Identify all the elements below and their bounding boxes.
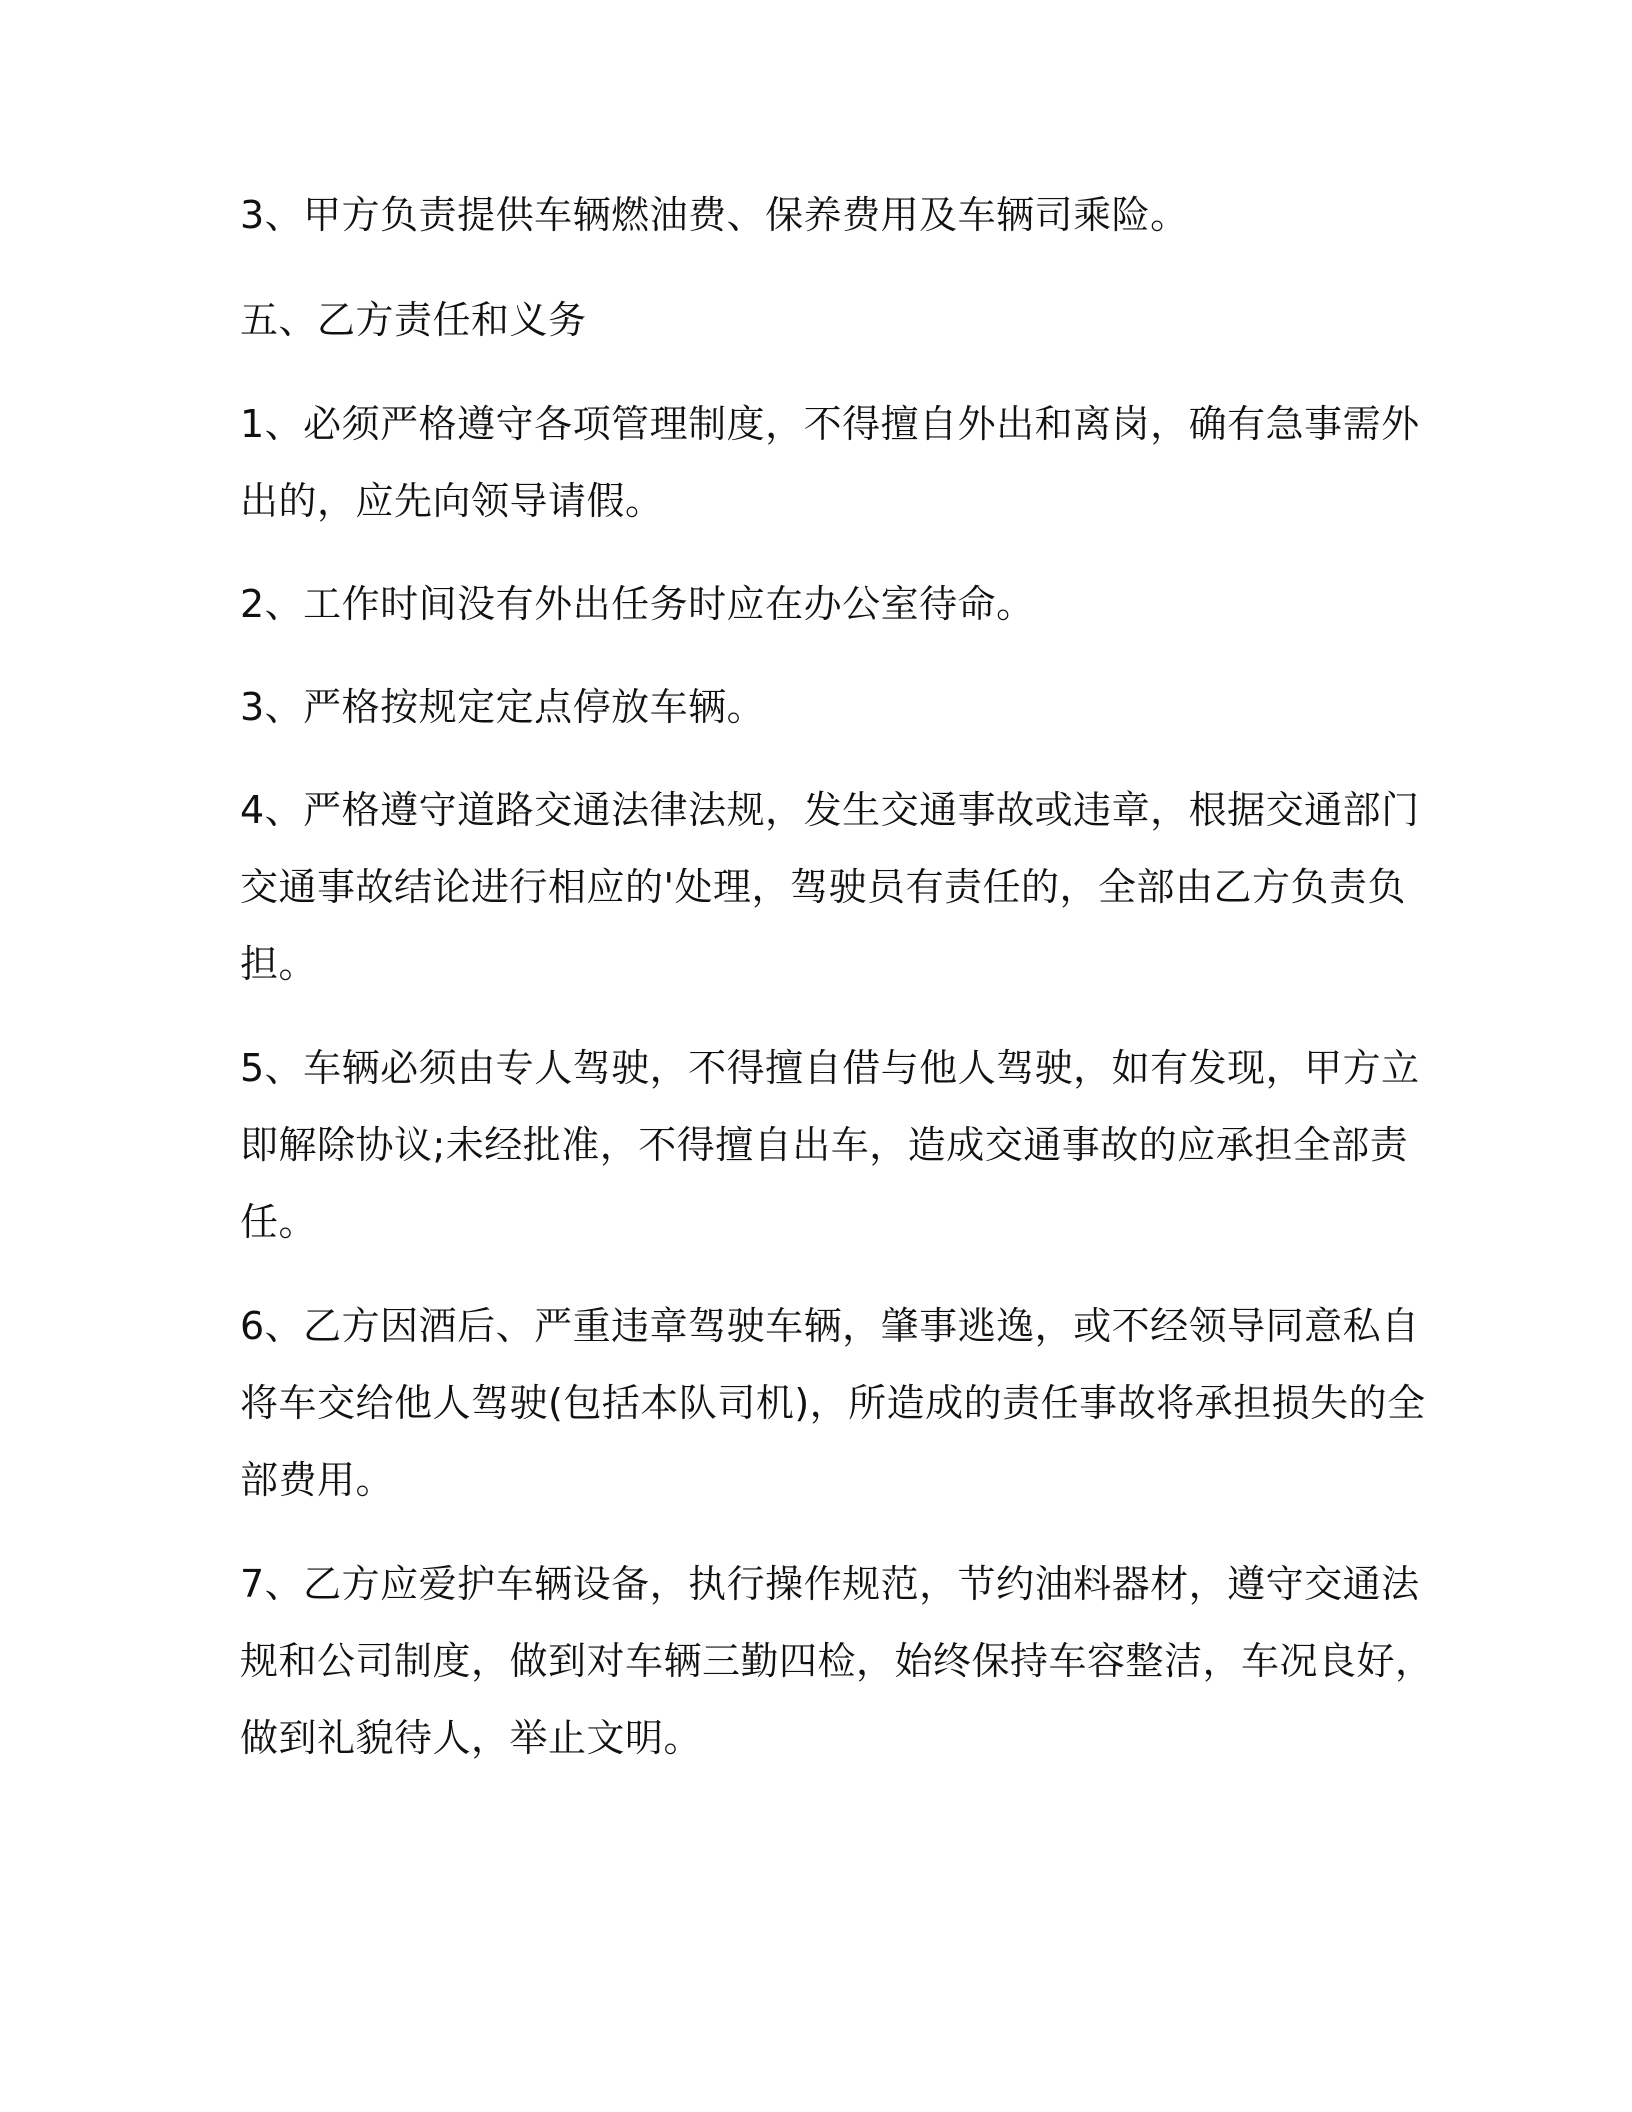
text-line: 交通事故结论进行相应的'处理，驾驶员有责任的，全部由乙方负责负 bbox=[240, 865, 1406, 909]
text-line: 3、严格按规定定点停放车辆。 bbox=[240, 685, 766, 729]
section-heading-party-b-duties bbox=[240, 282, 1400, 359]
text-line: 任。 bbox=[240, 1200, 318, 1244]
text-line: 7、乙方应爱护车辆设备，执行操作规范，节约油料器材，遵守交通法 bbox=[240, 1562, 1420, 1606]
text-line: 部费用。 bbox=[240, 1458, 395, 1502]
text-line: 即解除协议;未经批准，不得擅自出车，造成交通事故的应承担全部责 bbox=[240, 1123, 1409, 1167]
text-line: 1、必须严格遵守各项管理制度，不得擅自外出和离岗，确有急事需外 bbox=[240, 402, 1420, 446]
paragraph-item-1 bbox=[240, 386, 1420, 540]
paragraph-item-6 bbox=[240, 1288, 1426, 1519]
text-line: 做到礼貌待人，举止文明。 bbox=[240, 1716, 703, 1760]
paragraph-fuel-insurance bbox=[240, 177, 1400, 254]
text-line: 五、乙方责任和义务 bbox=[240, 298, 587, 342]
paragraph-item-5 bbox=[240, 1030, 1420, 1261]
text-line: 6、乙方因酒后、严重违章驾驶车辆，肇事逃逸，或不经领导同意私自 bbox=[240, 1304, 1420, 1348]
text-line: 3、甲方负责提供车辆燃油费、保养费用及车辆司乘险。 bbox=[240, 193, 1189, 237]
text-line: 4、严格遵守道路交通法律法规，发生交通事故或违章，根据交通部门 bbox=[240, 788, 1420, 832]
paragraph-item-2 bbox=[240, 566, 1400, 643]
text-line: 担。 bbox=[240, 942, 318, 986]
text-line: 将车交给他人驾驶(包括本队司机)，所造成的责任事故将承担损失的全 bbox=[240, 1381, 1426, 1425]
text-line: 5、车辆必须由专人驾驶，不得擅自借与他人驾驶，如有发现，甲方立 bbox=[240, 1046, 1420, 1090]
text-line: 规和公司制度，做到对车辆三勤四检，始终保持车容整洁，车况良好， bbox=[240, 1639, 1434, 1683]
text-line: 出的，应先向领导请假。 bbox=[240, 479, 664, 523]
paragraph-item-4 bbox=[240, 772, 1420, 1003]
paragraph-item-3 bbox=[240, 669, 1400, 746]
paragraph-item-7 bbox=[240, 1546, 1434, 1777]
text-line: 2、工作时间没有外出任务时应在办公室待命。 bbox=[240, 582, 1035, 626]
